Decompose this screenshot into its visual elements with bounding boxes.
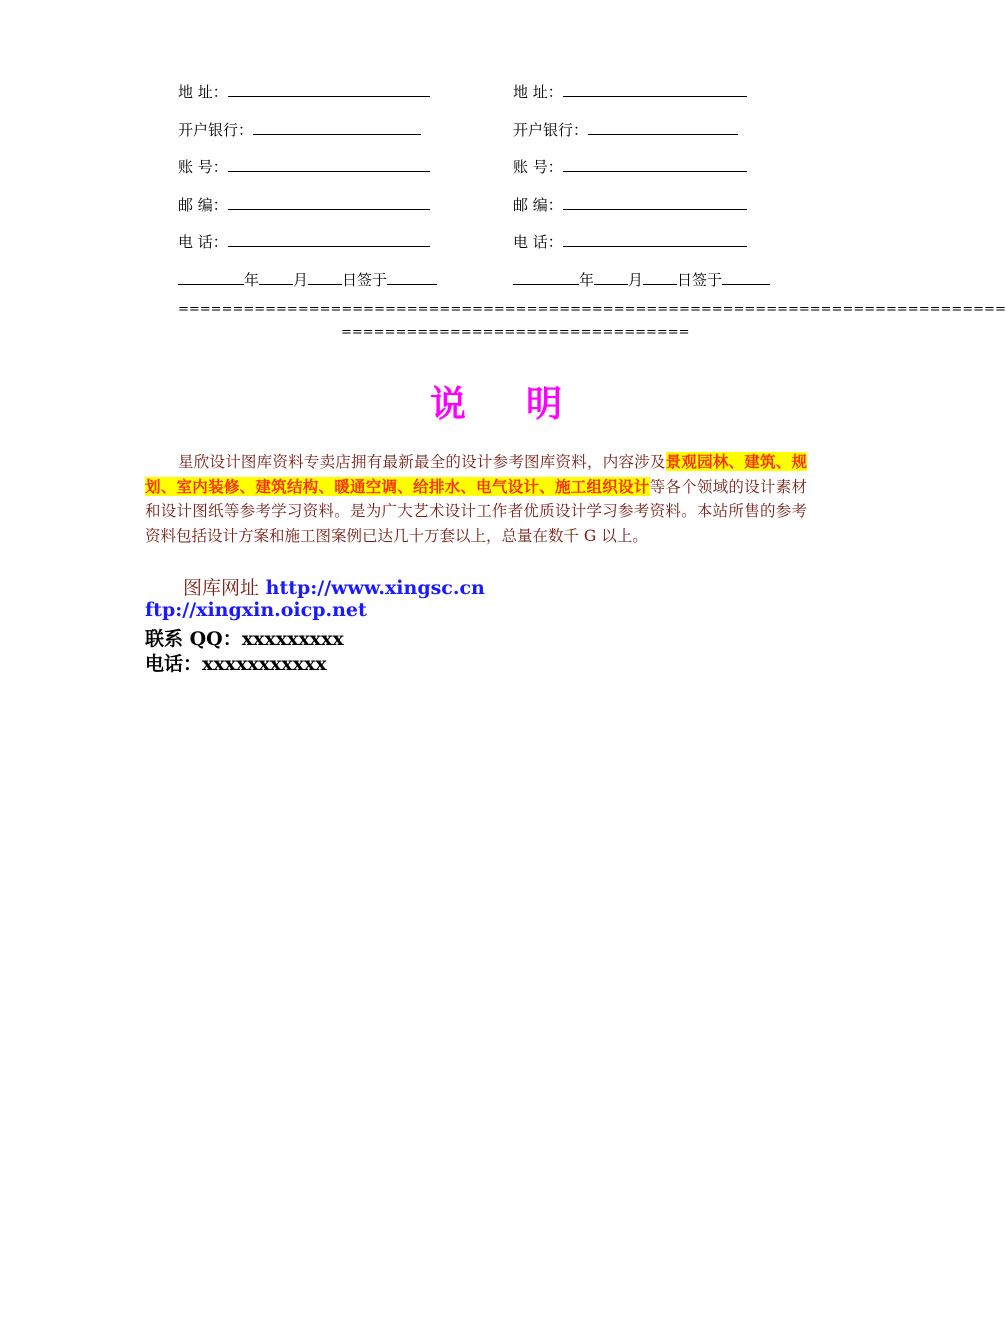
paragraph-text: 等各个领域的设计素材和设计图纸等参考学习资料。是为广大艺术设计工作者优质设计学习参考资料。本站所售的参考资料包括设计方案和施工图案例已达几十万套以上，总量在数千 G 以上。 (145, 477, 807, 545)
party-a-account (178, 155, 430, 178)
library-url-link[interactable]: http://www.xingsc.cn (265, 577, 485, 599)
contract-signature-form (178, 80, 808, 305)
date-row (178, 268, 808, 306)
postcode-field (228, 193, 430, 210)
postcode-row (178, 193, 808, 231)
postcode-label: 邮 编： (513, 195, 563, 214)
month-label: 月 (628, 270, 644, 289)
year-field (513, 268, 579, 285)
party-b-phone (513, 230, 747, 253)
bank-row (178, 118, 808, 156)
address-row (178, 80, 808, 118)
place-field (387, 268, 437, 285)
year-label: 年 (244, 270, 260, 289)
library-label: 图库网址 (183, 577, 260, 599)
year-label: 年 (579, 270, 595, 289)
phone-field (563, 230, 747, 247)
account-row (178, 155, 808, 193)
party-a-bank (178, 118, 421, 141)
separator-line: ================================ (341, 325, 690, 340)
bank-label: 开户银行： (513, 120, 589, 139)
section-title (430, 376, 562, 427)
party-b-account (513, 155, 747, 178)
account-label: 账 号： (513, 158, 563, 176)
party-b-date (513, 268, 770, 291)
phone-contact-value: xxxxxxxxxxx (202, 653, 327, 675)
party-b-address (513, 80, 747, 103)
place-field (722, 268, 770, 285)
bank-field (253, 118, 421, 135)
month-field (594, 268, 628, 285)
phone-row (178, 230, 808, 268)
paragraph-text: 星欣设计图库资料专卖店拥有最新最全的设计参考图库资料，内容涉及 (178, 453, 666, 471)
month-label: 月 (293, 270, 309, 289)
title-char: 明 (526, 384, 563, 425)
address-label: 地 址： (513, 83, 563, 101)
year-field (178, 268, 244, 285)
highlighted-categories: 景观园林、建筑、规划、室内装修、建筑结构、暖通空调、给排水、电气设计、施工组织设计 (145, 452, 807, 496)
account-field (228, 155, 430, 172)
postcode-label: 邮 编： (178, 195, 228, 214)
party-a-phone (178, 230, 430, 253)
party-b-postcode (513, 193, 747, 216)
phone-contact-label: 电话： (145, 653, 203, 675)
phone-field (228, 230, 430, 247)
month-field (259, 268, 293, 285)
qq-row (145, 624, 344, 651)
account-label: 账 号： (178, 158, 228, 176)
signed-at-label: 日签于 (677, 270, 723, 289)
account-field (563, 155, 747, 172)
title-char: 说 (430, 384, 467, 425)
phone-label: 电 话： (178, 233, 228, 251)
address-field (563, 80, 747, 97)
separator-line: ============================================================================ (178, 302, 1006, 317)
address-label: 地 址： (178, 83, 228, 101)
party-b-bank (513, 118, 738, 141)
day-field (308, 268, 342, 285)
party-a-postcode (178, 193, 430, 216)
bank-field (588, 118, 738, 135)
bank-label: 开户银行： (178, 120, 254, 139)
description-paragraph (145, 450, 807, 548)
ftp-url-link[interactable]: ftp://xingxin.oicp.net (145, 599, 367, 621)
qq-label: 联系 QQ： (145, 628, 242, 650)
phone-contact-row (145, 649, 327, 676)
phone-label: 电 话： (513, 233, 563, 251)
party-a-address (178, 80, 430, 103)
day-field (643, 268, 677, 285)
qq-value: xxxxxxxxx (241, 628, 344, 650)
party-a-date (178, 268, 437, 291)
library-link-row (183, 573, 485, 600)
postcode-field (563, 193, 747, 210)
signed-at-label: 日签于 (342, 270, 388, 289)
address-field (228, 80, 430, 97)
